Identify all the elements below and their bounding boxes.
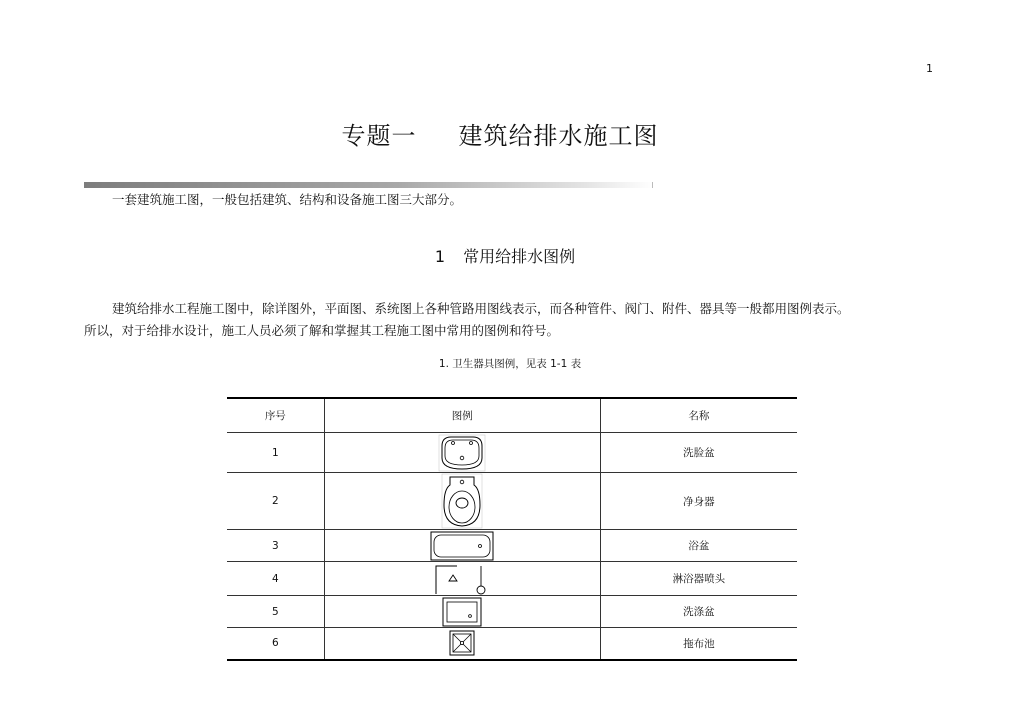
title-part-1: 专题一 xyxy=(341,122,417,150)
table-row xyxy=(227,628,797,660)
row-no: 6 xyxy=(227,628,324,660)
bathtub-icon xyxy=(430,531,494,561)
row-name: 净身器 xyxy=(600,473,797,530)
header-no: 序号 xyxy=(227,398,324,433)
table-row xyxy=(227,530,797,562)
table-row xyxy=(227,473,797,530)
table-row xyxy=(227,562,797,596)
row-no: 2 xyxy=(227,473,324,530)
page-title xyxy=(0,116,1000,151)
section-title: 常用给排水图例 xyxy=(463,247,576,266)
page-number: 1 xyxy=(926,62,933,75)
title-divider-tick xyxy=(652,182,653,188)
header-name: 名称 xyxy=(600,398,797,433)
row-name: 洗脸盆 xyxy=(600,433,797,473)
section-heading xyxy=(0,244,1010,267)
header-icon: 图例 xyxy=(324,398,600,433)
title-part-2: 建筑给排水施工图 xyxy=(458,122,659,150)
table-row xyxy=(227,433,797,473)
section-number: 1 xyxy=(434,247,446,266)
row-no: 3 xyxy=(227,530,324,562)
table-row xyxy=(227,596,797,628)
row-no: 5 xyxy=(227,596,324,628)
row-no: 1 xyxy=(227,433,324,473)
table-caption: 1. 卫生器具图例，见表 1-1 表 xyxy=(438,358,582,370)
title-divider xyxy=(84,182,654,188)
bidet-icon xyxy=(440,473,484,529)
body-paragraph: 建筑给排水工程施工图中，除详图外，平面图、系统图上各种管路用图线表示，而各种管件、阀门、附件、器具等一般都用图例表示。所以，对于给排水设计，施工人员必须了解和掌握其工程施工图中常用的图例和符号。 xyxy=(84,301,850,338)
row-no: 4 xyxy=(227,562,324,596)
shower-head-icon xyxy=(434,563,490,595)
washbasin-icon xyxy=(436,434,488,472)
laundry-sink-icon xyxy=(442,597,482,627)
intro-paragraph: 一套建筑施工图，一般包括建筑、结构和设备施工图三大部分。 xyxy=(112,192,463,207)
mop-sink-icon xyxy=(449,630,475,656)
row-name: 拖布池 xyxy=(600,628,797,660)
row-name: 洗涤盆 xyxy=(600,596,797,628)
table-header-row xyxy=(227,398,797,433)
row-name: 浴盆 xyxy=(600,530,797,562)
legend-table xyxy=(227,397,797,661)
row-name: 淋浴器喷头 xyxy=(600,562,797,596)
